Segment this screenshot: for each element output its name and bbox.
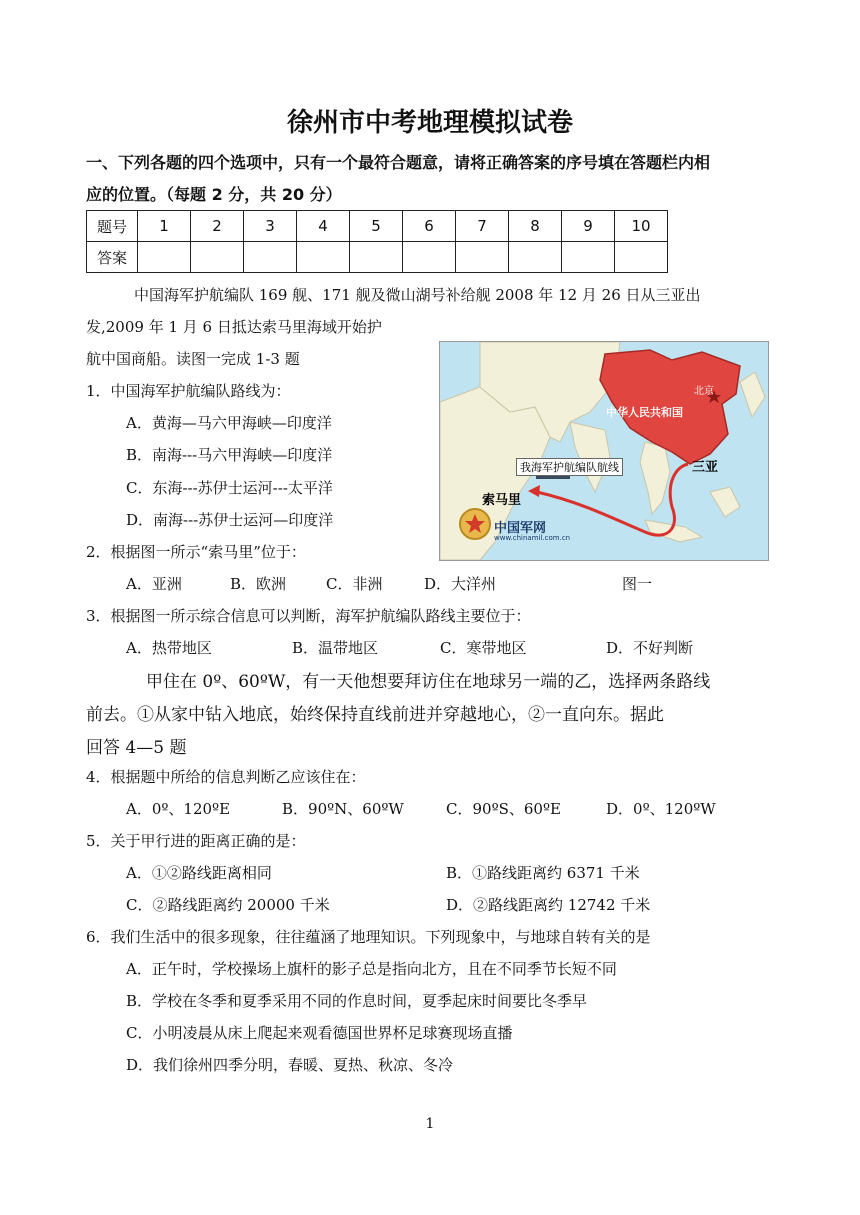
q3-option-c: C．寒带地区 — [440, 639, 527, 657]
map-label-beijing: 北京 — [694, 386, 714, 397]
q2-option-d: D．大洋州 — [424, 575, 497, 593]
intro-line3: 航中国商船。读图一完成 1-3 题 — [86, 350, 300, 368]
answer-table — [86, 210, 668, 273]
question-number-cell: 3 — [244, 211, 297, 242]
q1-option-c: C．东海---苏伊士运河---太平洋 — [126, 479, 333, 497]
q4-option-c: C．90ºS、60ºE — [446, 800, 561, 818]
answer-cell[interactable] — [509, 242, 562, 273]
answer-cell[interactable] — [244, 242, 297, 273]
answer-table-row-label: 题号 — [87, 211, 138, 242]
q1-option-b: B．南海---马六甲海峡—印度洋 — [126, 446, 333, 464]
question-number-cell: 5 — [350, 211, 403, 242]
question-number-cell: 2 — [191, 211, 244, 242]
q6-option-d: D．我们徐州四季分明，春暖、夏热、秋凉、冬冷 — [126, 1056, 454, 1074]
passage2-line1: 甲住在 0º、60ºW，有一天他想要拜访住在地球另一端的乙，选择两条路线 — [146, 672, 711, 692]
route-map-figure — [439, 341, 769, 561]
q6-option-b: B．学校在冬季和夏季采用不同的作息时间，夏季起床时间要比冬季早 — [126, 992, 588, 1010]
page-title: 徐州市中考地理模拟试卷 — [286, 108, 573, 138]
question-number-cell: 4 — [297, 211, 350, 242]
map-label-logo: 中国军网 — [494, 521, 547, 536]
intro-line2: 发,2009 年 1 月 6 日抵达索马里海域开始护 — [86, 318, 382, 336]
q5-option-c: C．②路线距离约 20000 千米 — [126, 896, 330, 914]
answer-cell[interactable] — [350, 242, 403, 273]
section-instruction-line2: 应的位置。（每题 2 分，共 20 分） — [86, 185, 342, 204]
q6-stem: 6．我们生活中的很多现象，往往蕴涵了地理知识。下列现象中，与地球自转有关的是 — [86, 928, 651, 946]
q4-stem: 4．根据题中所给的信息判断乙应该住在： — [86, 768, 366, 786]
q3-stem: 3．根据图一所示综合信息可以判断，海军护航编队路线主要位于： — [86, 607, 531, 625]
q2-option-c: C．非洲 — [326, 575, 383, 593]
q5-option-b: B．①路线距离约 6371 千米 — [446, 864, 640, 882]
answer-cell[interactable] — [191, 242, 244, 273]
q5-option-d: D．②路线距离约 12742 千米 — [446, 896, 651, 914]
answer-table-row-label: 答案 — [87, 242, 138, 273]
q4-option-d: D．0º、120ºW — [606, 800, 716, 818]
q1-stem: 1．中国海军护航编队路线为： — [86, 382, 291, 400]
answer-cell[interactable] — [138, 242, 191, 273]
answer-cell[interactable] — [403, 242, 456, 273]
q4-option-b: B．90ºN、60ºW — [282, 800, 404, 818]
q2-option-b: B．欧洲 — [230, 575, 287, 593]
answer-cell[interactable] — [615, 242, 668, 273]
passage2-line3: 回答 4—5 题 — [86, 738, 187, 758]
question-number-cell: 8 — [509, 211, 562, 242]
q4-option-a: A．0º、120ºE — [126, 800, 231, 818]
answer-table-answer-row — [87, 242, 668, 273]
map-label-route: 我海军护航编队航线 — [516, 458, 623, 476]
q5-stem: 5．关于甲行进的距离正确的是： — [86, 832, 306, 850]
q2-option-a: A．亚洲 — [126, 575, 182, 593]
question-number-cell: 7 — [456, 211, 509, 242]
answer-cell[interactable] — [456, 242, 509, 273]
answer-table-number-row — [87, 211, 668, 242]
map-label-china: 中华人民共和国 — [606, 406, 683, 419]
question-number-cell: 10 — [615, 211, 668, 242]
q6-option-c: C．小明凌晨从床上爬起来观看德国世界杯足球赛现场直播 — [126, 1024, 513, 1042]
question-number-cell: 1 — [138, 211, 191, 242]
route-map — [440, 342, 768, 560]
page-number: 1 — [425, 1116, 435, 1132]
figure-caption: 图一 — [622, 575, 653, 593]
answer-cell[interactable] — [297, 242, 350, 273]
q3-option-b: B．温带地区 — [292, 639, 379, 657]
passage2-line2: 前去。①从家中钻入地底，始终保持直线前进并穿越地心，②一直向东。据此 — [86, 705, 664, 725]
map-label-sanya: 三亚 — [692, 460, 719, 475]
question-number-cell: 9 — [562, 211, 615, 242]
q3-option-d: D．不好判断 — [606, 639, 694, 657]
q6-option-a: A．正午时，学校操场上旗杆的影子总是指向北方，且在不同季节长短不同 — [126, 960, 617, 978]
map-label-somalia: 索马里 — [482, 493, 522, 508]
q1-option-a: A．黄海—马六甲海峡—印度洋 — [126, 414, 332, 432]
question-number-cell: 6 — [403, 211, 456, 242]
q3-option-a: A．热带地区 — [126, 639, 212, 657]
q1-option-d: D．南海---苏伊士运河—印度洋 — [126, 511, 334, 529]
answer-cell[interactable] — [562, 242, 615, 273]
q2-stem: 2．根据图一所示“索马里”位于： — [86, 543, 306, 561]
q5-option-a: A．①②路线距离相同 — [126, 864, 272, 882]
section-instruction-line1: 一、下列各题的四个选项中，只有一个最符合题意，请将正确答案的序号填在答题栏内相 — [86, 153, 711, 172]
map-label-url: www.chinamil.com.cn — [494, 534, 571, 542]
intro-line1: 中国海军护航编队 169 舰、171 舰及微山湖号补给舰 2008 年 12 月 26 日从三亚出 — [134, 286, 701, 304]
